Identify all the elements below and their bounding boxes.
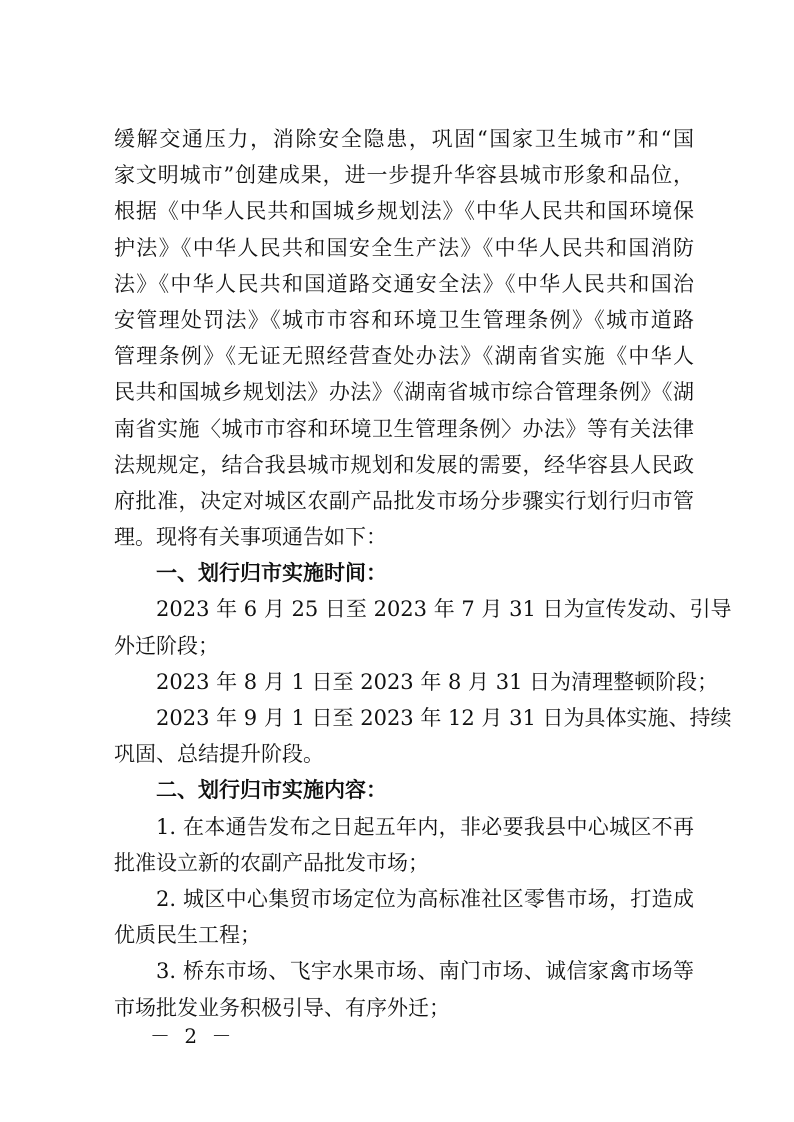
text-line: 优质民生工程； [114,923,261,948]
text-line: 3. 桥东市场、飞宇水果市场、南门市场、诚信家禽市场等 [156,959,694,984]
text-line: 2023 年 9 月 1 日至 2023 年 12 月 31 日为具体实施、持续 [156,706,732,730]
text-line: 市场批发业务积极引导、有序外迁； [114,995,450,1020]
text-line: 法》《中华人民共和国道路交通安全法》《中华人民共和国治 [114,271,694,296]
text-line: 缓解交通压力，消除安全隐患，巩固“国家卫生城市”和“国 [114,127,694,151]
text-line: 1. 在本通告发布之日起五年内，非必要我县中心城区不再 [156,814,694,839]
text-line: 家文明城市”创建成果，进一步提升华容县城市形象和品位， [114,163,694,188]
text-line: 根据《中华人民共和国城乡规划法》《中华人民共和国环境保 [114,199,694,224]
text-line: 2023 年 6 月 25 日至 2023 年 7 月 31 日为宣传发动、引导 [156,597,732,622]
document-body [114,121,732,1026]
text-line: 法规规定，结合我县城市规划和发展的需要，经华容县人民政 [114,452,694,477]
text-line: 护法》《中华人民共和国安全生产法》《中华人民共和国消防 [114,235,694,260]
text-line: 批准设立新的农副产品批发市场； [114,850,429,875]
text-line: 安管理处罚法》《城市市容和环境卫生管理条例》《城市道路 [114,307,694,332]
page-number: － 2 － [150,1024,236,1048]
text-line: 外迁阶段； [114,633,219,658]
text-line: 管理条例》《无证无照经营查处办法》《湖南省实施《中华人 [114,344,694,369]
text-line: 2. 城区中心集贸市场定位为高标准社区零售市场，打造成 [156,886,694,911]
text-line: 理。现将有关事项通告如下： [114,525,387,550]
text-line: 府批准，决定对城区农副产品批发市场分步骤实行划行归市管 [114,488,694,513]
section-heading: 二、划行归市实施内容： [156,778,387,803]
text-line: 南省实施〈城市市容和环境卫生管理条例〉办法》等有关法律 [114,416,694,441]
text-line: 巩固、总结提升阶段。 [114,742,324,767]
text-line: 2023 年 8 月 1 日至 2023 年 8 月 31 日为清理整顿阶段； [156,669,719,694]
section-heading: 一、划行归市实施时间： [156,561,387,586]
text-line: 民共和国城乡规划法》办法》《湖南省城市综合管理条例》《湖 [114,380,694,405]
